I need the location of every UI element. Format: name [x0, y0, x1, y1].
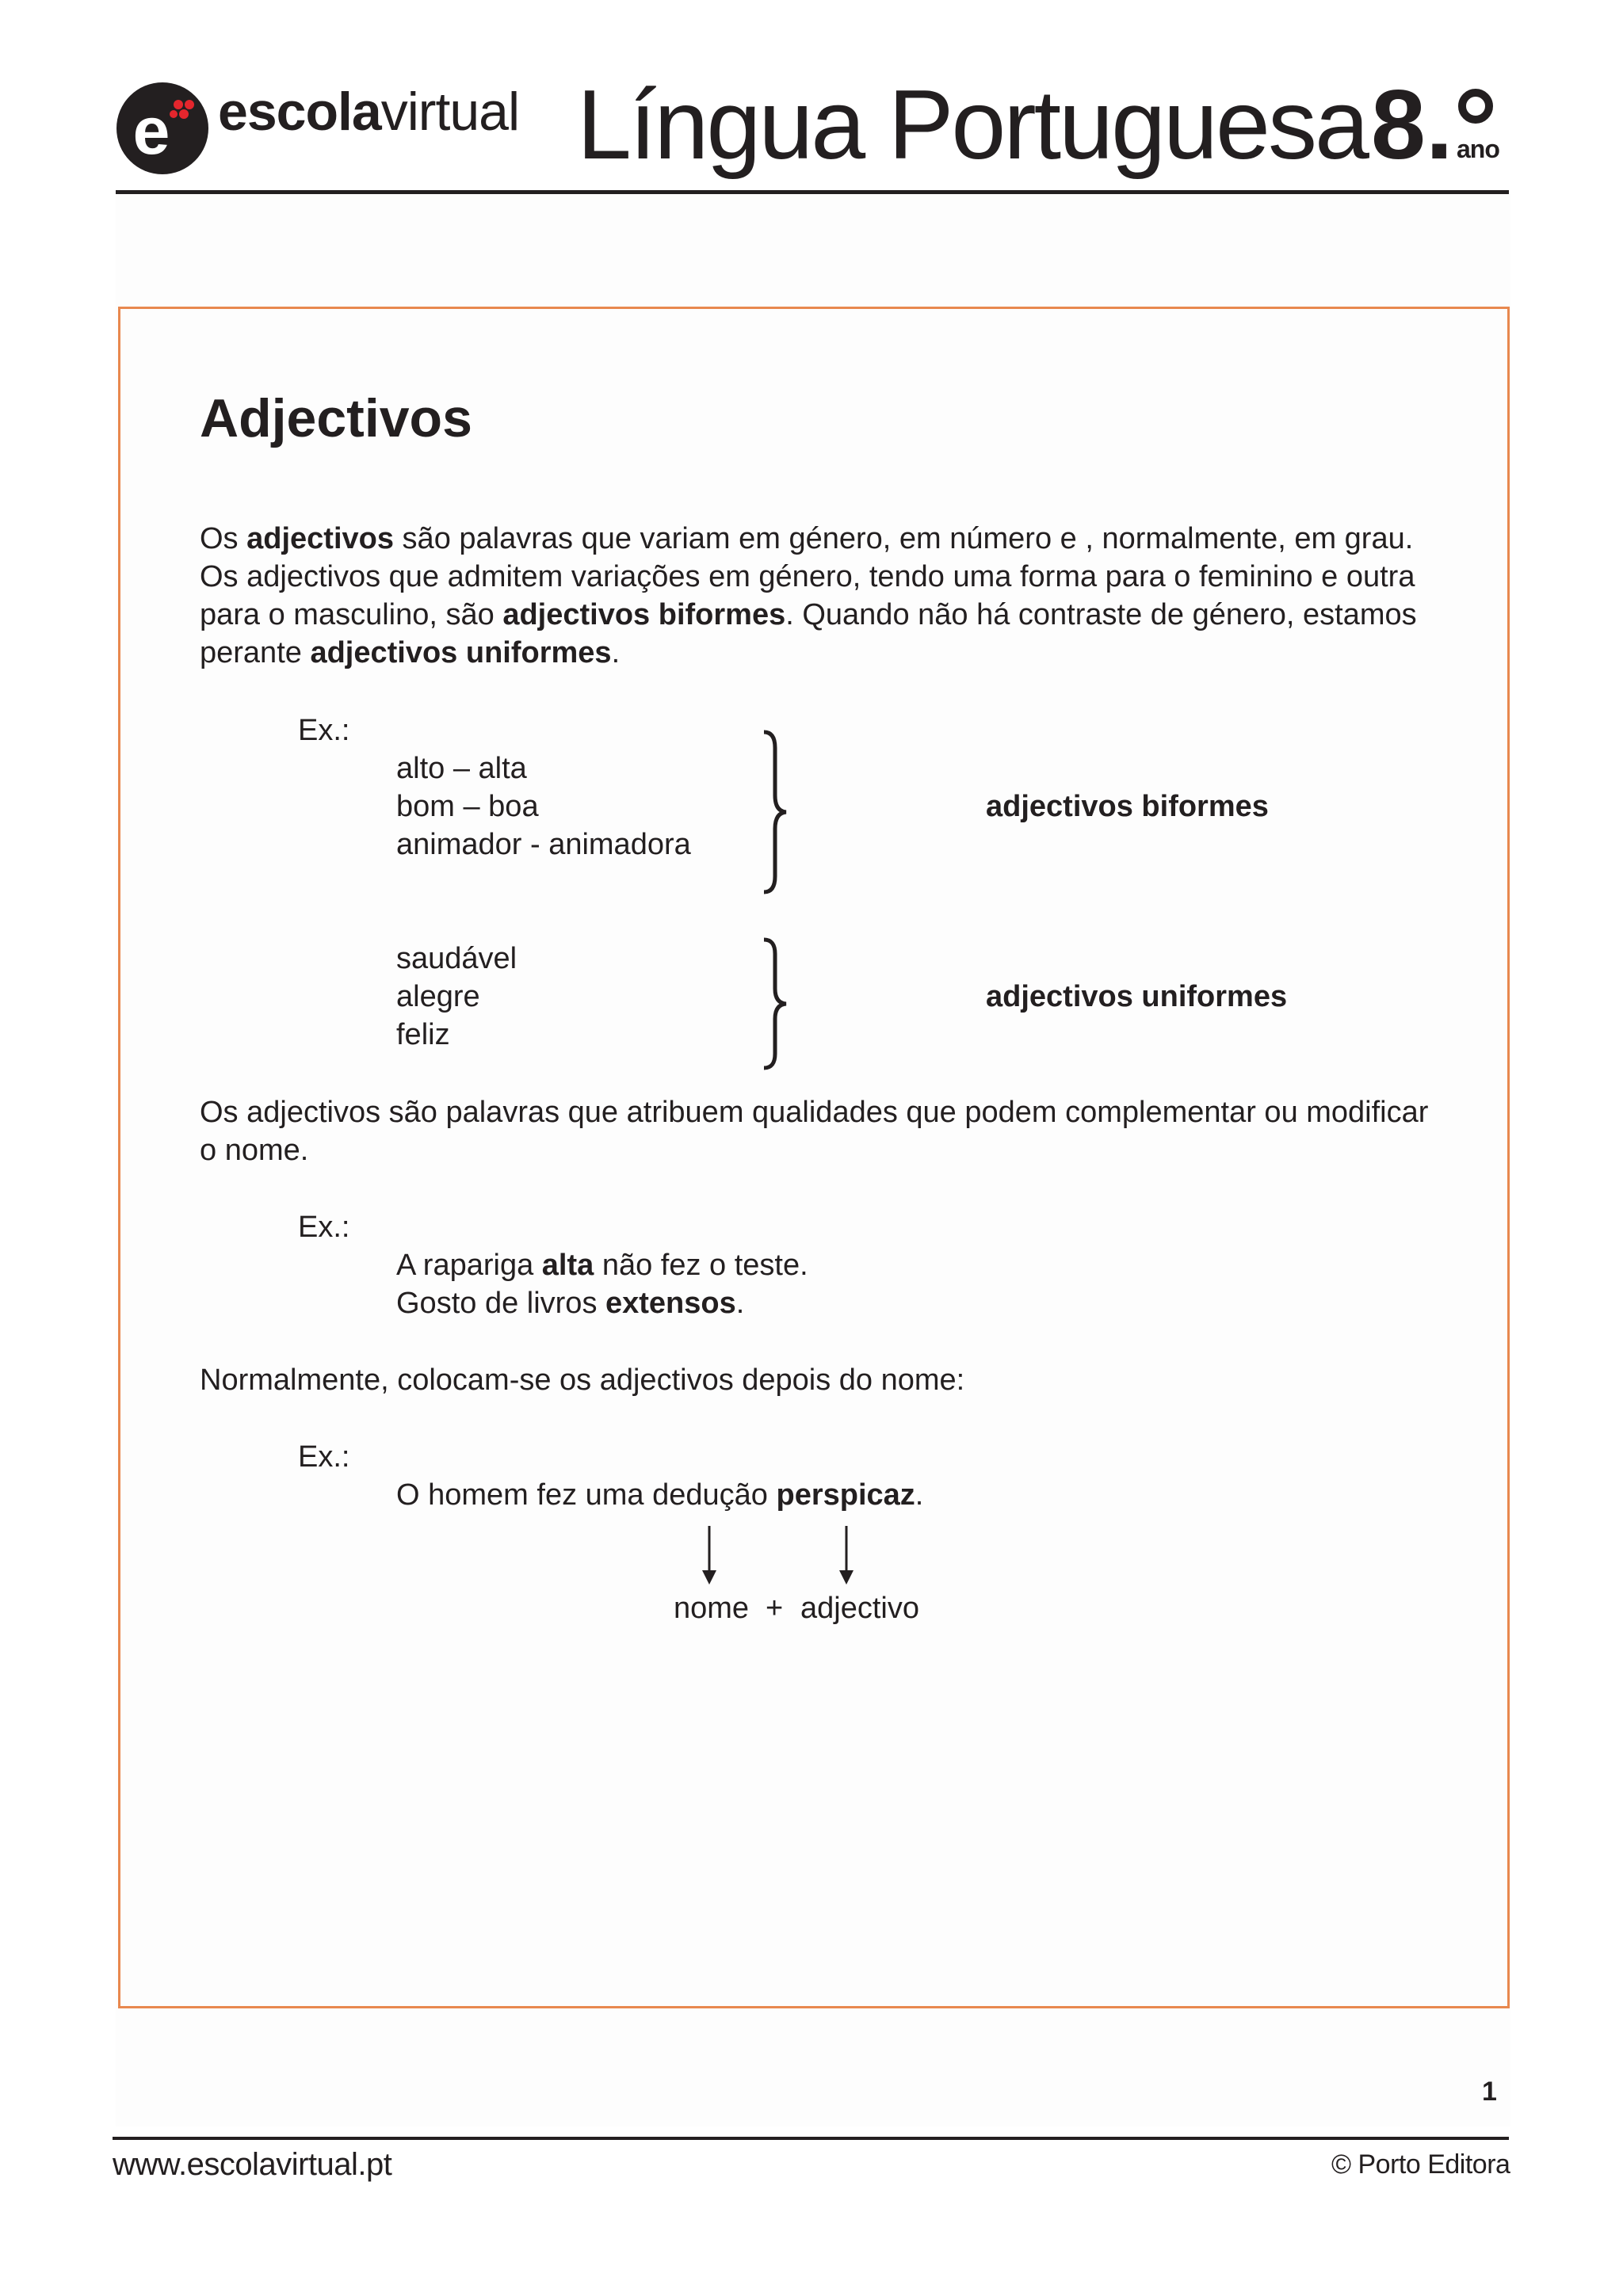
paragraph-2-line-1: Os adjectivos são palavras que atribuem qualidades que podem complementar ou modificar: [200, 1096, 1429, 1129]
brand-name: [218, 76, 519, 147]
paragraph-2-line-2: o nome.: [200, 1134, 309, 1167]
example-label: Ex.:: [298, 1440, 350, 1474]
down-arrow-icon: [834, 1524, 858, 1588]
example-label: Ex.:: [298, 1211, 350, 1244]
example-item: saudável: [396, 942, 517, 975]
intro-line-1: Os adjectivos são palavras que variam em género, em número e , normalmente, em grau.: [200, 522, 1414, 555]
example-label: Ex.:: [298, 714, 350, 747]
page-number: 1: [1482, 2077, 1497, 2107]
example-item: animador - animadora: [396, 828, 691, 861]
logo-letter: e: [132, 93, 170, 168]
example-item: bom – boa: [396, 790, 539, 823]
diagram-adjective-label: adjectivo: [800, 1592, 919, 1625]
biformes-tag: adjectivos biformes: [986, 790, 1269, 823]
example-sentence: O homem fez uma dedução perspicaz.: [396, 1478, 924, 1512]
brand-name-bold: escola: [218, 82, 381, 142]
intro-line-4: perante adjectivos uniformes.: [200, 636, 621, 669]
footer-url[interactable]: www.escolavirtual.pt: [113, 2147, 392, 2182]
course-title: Língua Portuguesa: [577, 71, 1367, 180]
uniformes-tag: adjectivos uniformes: [986, 980, 1288, 1013]
escola-virtual-logo: [115, 81, 210, 176]
intro-line-3: para o masculino, são adjectivos biformes. Quando não há contraste de género, estamos: [200, 598, 1417, 631]
header-divider: [116, 190, 1509, 194]
footer-divider: [113, 2137, 1509, 2140]
diagram-plus-sign: +: [766, 1592, 784, 1625]
example-item: feliz: [396, 1018, 450, 1051]
grade-number: 8.: [1371, 71, 1453, 180]
brand-name-light: virtual: [380, 82, 520, 142]
example-sentence: Gosto de livros extensos.: [396, 1287, 745, 1320]
footer-copyright: © Porto Editora: [1331, 2149, 1510, 2180]
example-item: alto – alta: [396, 752, 527, 785]
example-sentence: A rapariga alta não fez o teste.: [396, 1249, 808, 1282]
ordinal-indicator-icon: [1458, 89, 1493, 124]
paragraph-3: Normalmente, colocam-se os adjectivos depois do nome:: [200, 1363, 965, 1397]
right-brace-icon: [761, 729, 792, 895]
example-item: alegre: [396, 980, 480, 1013]
grade-suffix: ano: [1457, 135, 1499, 163]
right-brace-icon: [761, 936, 792, 1071]
intro-line-2: Os adjectivos que admitem variações em género, tendo uma forma para o feminino e outra: [200, 560, 1415, 593]
diagram-noun-label: nome: [674, 1592, 750, 1625]
page-title: Adjectivos: [200, 388, 472, 448]
down-arrow-icon: [697, 1524, 721, 1588]
